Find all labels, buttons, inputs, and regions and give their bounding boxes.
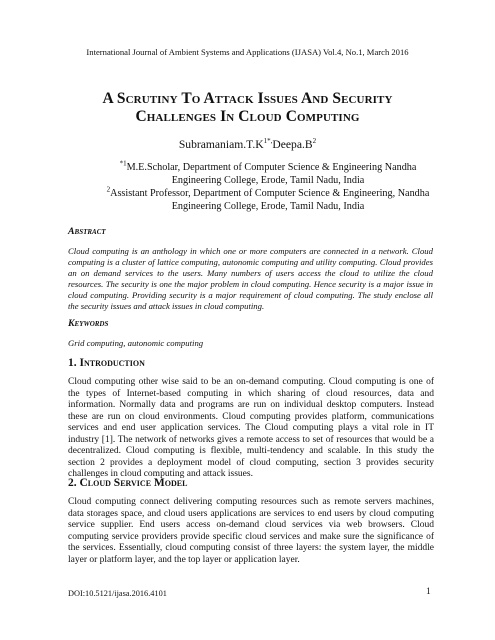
keywords-heading: Keywords [68, 318, 109, 329]
journal-header: International Journal of Ambient Systems and Applications (IJASA) Vol.4, No.1, March 2016 [86, 47, 409, 57]
affiliation-1-mark: *1 [119, 159, 127, 168]
author-1-mark: 1* [263, 137, 271, 146]
section-heading-cloud-service-model: 2. Cloud Service Model [68, 477, 188, 489]
paper-title [30, 90, 465, 126]
affiliation-1-text: M.E.Scholar, Department of Computer Science & Engineering Nandha Engineering College, Erode, Tamil Nadu, India [126, 162, 417, 186]
abstract-heading: Abstract [68, 226, 106, 237]
doi-footer: DOI:10.5121/ijasa.2016.4101 [68, 589, 167, 598]
introduction-paragraph: Cloud computing other wise said to be an on-demand computing. Cloud computing is one of the types of Internet-based computing in which sharing of cloud resources, data and information. Normally data and programs are run on individual desktop computers. Instead these are run on cloud environments. Cloud computing provides platform, communications services and end user application services. The Cloud computing plays a vital role in IT industry [1]. The network of networks gives a remote access to set of resources that would be a decentralized. Cloud computing is flexible, multi-tendency and scalable. In this study the section 2 provides a deployment model of cloud computing, section 3 provides security challenges in cloud computing and attack issues. [68, 377, 434, 480]
title-line-1: A Scrutiny To Attack Issues And Security [102, 90, 393, 107]
affiliation-2 [98, 185, 438, 213]
affiliation-2-mark: 2 [106, 185, 111, 194]
author-list [0, 138, 495, 152]
keywords-text: Grid computing, autonomic computing [68, 338, 204, 348]
author-separator: , [270, 137, 273, 146]
abstract-text: Cloud computing is an anthology in which one or more computers are connected in a network. Cloud computing is a cluster of lattice computing, autonomic computing and utility computing. Cloud provides an on demand services to the users. Many numbers of users access the cloud to utilize the cloud resources. The security is one the major problem in cloud computing. Hence security is a major issue in cloud computing. Providing security is a major requirement of cloud computing. The study enclose all the security issues and attack issues in cloud computing. [68, 246, 433, 311]
author-2-name: Deepa.B [272, 138, 313, 151]
author-2-mark: 2 [312, 137, 317, 146]
page-number: 1 [426, 587, 431, 597]
cloud-service-model-paragraph: Cloud computing connect delivering computing resources such as remote servers machines, data storages space, and cloud users applications are services to end users by cloud computing service supplier. End users access on-demand cloud services via web browsers. Cloud computing service providers provide specific cloud services and make sure the significance of the services. Essentially, cloud computing consist of three layers: the system layer, the middle layer or platform layer, and the top layer or application layer. [68, 497, 434, 565]
affiliation-2-text: Assistant Professor, Department of Computer Science & Engineering, Nandha Engineering College, Erode, Tamil Nadu, India [110, 188, 430, 212]
author-1-name: Subramaniam.T.K [178, 138, 264, 151]
section-heading-introduction: 1. Introduction [68, 357, 145, 369]
title-line-2: Challenges In Cloud Computing [135, 108, 360, 125]
affiliation-1 [98, 159, 438, 187]
